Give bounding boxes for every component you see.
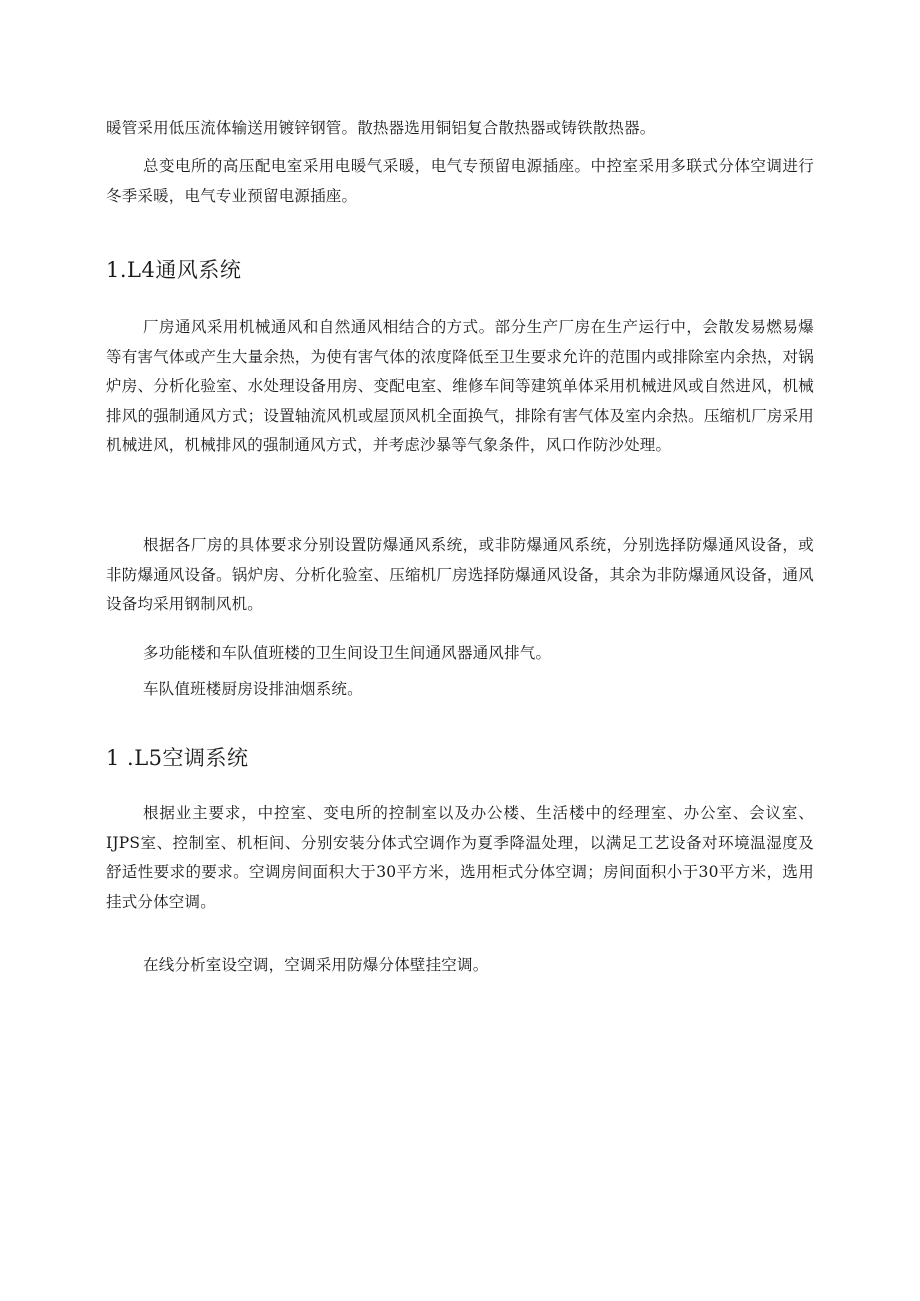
paragraph-text: 厂房通风采用机械通风和自然通风相结合的方式。部分生产厂房在生产运行中，会散发易燃易爆等有害气体或产生大量余热，为使有害气体的浓度降低至卫生要求允许的范围内或排除室内余热，对锅炉房、分析化验室、水处理设备用房、变配电室、维修车间等建筑单体采用机械进风或自然进风，机械排风的强制通风方式；设置轴流风机或屋顶风机全面换气，排除有害气体及室内余热。压缩机厂房采用机械进风，机械排风的强制通风方式，并考虑沙暴等气象条件，风口作防沙处理。 <box>106 318 814 454</box>
paragraph-text: 根据各厂房的具体要求分别设置防爆通风系统，或非防爆通风系统，分别选择防爆通风设备，或非防爆通风设备。锅炉房、分析化验室、压缩机厂房选择防爆通风设备，其余为非防爆通风设备，通风设备均采用钢制风机。 <box>106 536 814 613</box>
paragraph-ventilation-3 <box>106 639 814 669</box>
paragraph-continuation <box>106 114 814 144</box>
paragraph-text: 车队值班楼厨房设排油烟系统。 <box>143 680 363 698</box>
paragraph-ac-2 <box>106 951 814 981</box>
paragraph-text: 总变电所的高压配电室采用电暖气采暖，电气专预留电源插座。中控室采用多联式分体空调进行冬季采暖，电气专业预留电源插座。 <box>106 157 814 205</box>
paragraph-text: 根据业主要求，中控室、变电所的控制室以及办公楼、生活楼中的经理室、办公室、会议室、IJPS室、控制室、机柜间、分别安装分体式空调作为夏季降温处理，以满足工艺设备对环境温湿度及舒适性要求的要求。空调房间面积大于30平方米，选用柜式分体空调；房间面积小于30平方米，选用挂式分体空调。 <box>106 804 814 911</box>
section-heading-ventilation: 1.L4通风系统 <box>106 258 242 282</box>
paragraph-text: 暖管采用低压流体输送用镀锌钢管。散热器选用铜铝复合散热器或铸铁散热器。 <box>106 119 656 137</box>
paragraph-ventilation-1 <box>106 313 814 461</box>
paragraph-text: 在线分析室设空调，空调采用防爆分体壁挂空调。 <box>143 956 489 974</box>
paragraph-ac-1 <box>106 799 814 917</box>
paragraph-ventilation-4 <box>106 675 814 705</box>
section-heading-ac: 1 .L5空调系统 <box>106 746 249 770</box>
paragraph-heating <box>106 152 814 211</box>
paragraph-text: 多功能楼和车队值班楼的卫生间设卫生间通风器通风排气。 <box>143 644 552 662</box>
paragraph-ventilation-2 <box>106 531 814 620</box>
